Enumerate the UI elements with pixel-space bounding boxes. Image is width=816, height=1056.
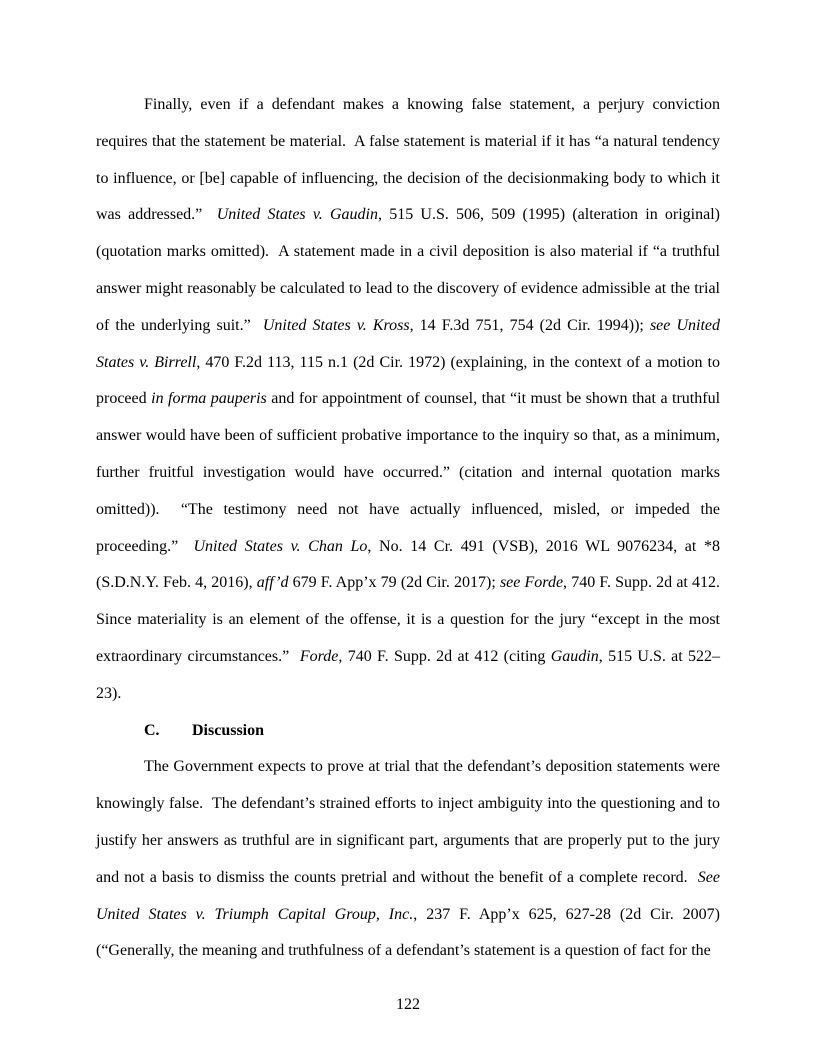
text-run: , 515 U.S. at 522–23). — [96, 647, 721, 702]
text-run: United States v. Gaudin — [216, 206, 378, 224]
text-run: United States v. Kross — [262, 316, 410, 334]
text-run: , 515 U.S. 506, 509 (1995) (alteration in original) (quotation marks omitted). A statement made in a civil deposition is also material if “a truthful answer might reasonably be calculated to lead to the discovery of evidence admissible at the trial of the underlying suit.” — [96, 206, 724, 334]
text-run: , No. 14 Cr. 491 (VSB), 2016 WL 9076234, at *8 (S.D.N.Y. Feb. 4, 2016), — [96, 537, 724, 592]
text-run: in forma pauperis — [151, 390, 267, 408]
text-run: and for appointment of counsel, that “it must be shown that a truthful answer would have been of sufficient probative importance to the inquiry so that, as a minimum, further fruitful investigation would have occurred.” (citation and internal quotation marks omitted)). “The testimony need not have actually influenced, misled, or impeded the proceeding.” — [96, 390, 725, 555]
text-run: United States v. Chan Lo — [193, 537, 368, 555]
document-body — [96, 87, 729, 970]
text-run: , 470 F.2d 113, 115 n.1 (2d Cir. 1972) (explaining, in the context of a motion to proceed — [96, 353, 724, 408]
paragraph-discussion — [96, 749, 725, 970]
text-run: The Government expects to prove at trial that the defendant’s deposition statements were knowingly false. The defendant’s strained efforts to inject ambiguity into the questioning and to justify her answers as truthful are in significant part, arguments that are properly put to the jury and not a basis to dismiss the counts pretrial and without the benefit of a complete record. — [96, 758, 724, 886]
text-run: see United States v. Birrell — [96, 316, 725, 371]
text-run: , 14 F.3d 751, 754 (2d Cir. 1994)); — [409, 316, 650, 334]
page-number: 122 — [396, 996, 420, 1013]
text-run: 679 F. App’x 79 (2d Cir. 2017); — [288, 574, 500, 592]
text-run: Forde — [299, 647, 339, 665]
text-run: see Forde — [499, 574, 564, 592]
text-run: , 740 F. Supp. 2d at 412 (citing — [338, 647, 551, 665]
text-run: Finally, even if a defendant makes a knowing false statement, a perjury conviction requires that the statement be material. A false statement is material if it has “a natural tendency to influence, or [be] capable of influencing, the decision of the decisionmaking body to which it was addressed.” — [96, 96, 724, 224]
text-run: aff’d — [256, 574, 289, 592]
paragraph-materiality — [96, 87, 729, 713]
section-heading — [96, 713, 720, 750]
text-run: Gaudin — [550, 647, 599, 665]
text-run: , 237 F. App’x 625, 627-28 (2d Cir. 2007) (“Generally, the meaning and truthfulness of a defendant’s statement is a question of fact for the — [96, 905, 725, 960]
text-run: , 740 F. Supp. 2d at 412. Since materiality is an element of the offense, it is a question for the jury “except in the most extraordinary circumstances.” — [96, 574, 729, 665]
section-heading-letter: C. — [144, 721, 160, 739]
section-heading-title: Discussion — [192, 721, 265, 739]
text-run: See United States v. Triumph Capital Group, Inc. — [96, 868, 724, 923]
